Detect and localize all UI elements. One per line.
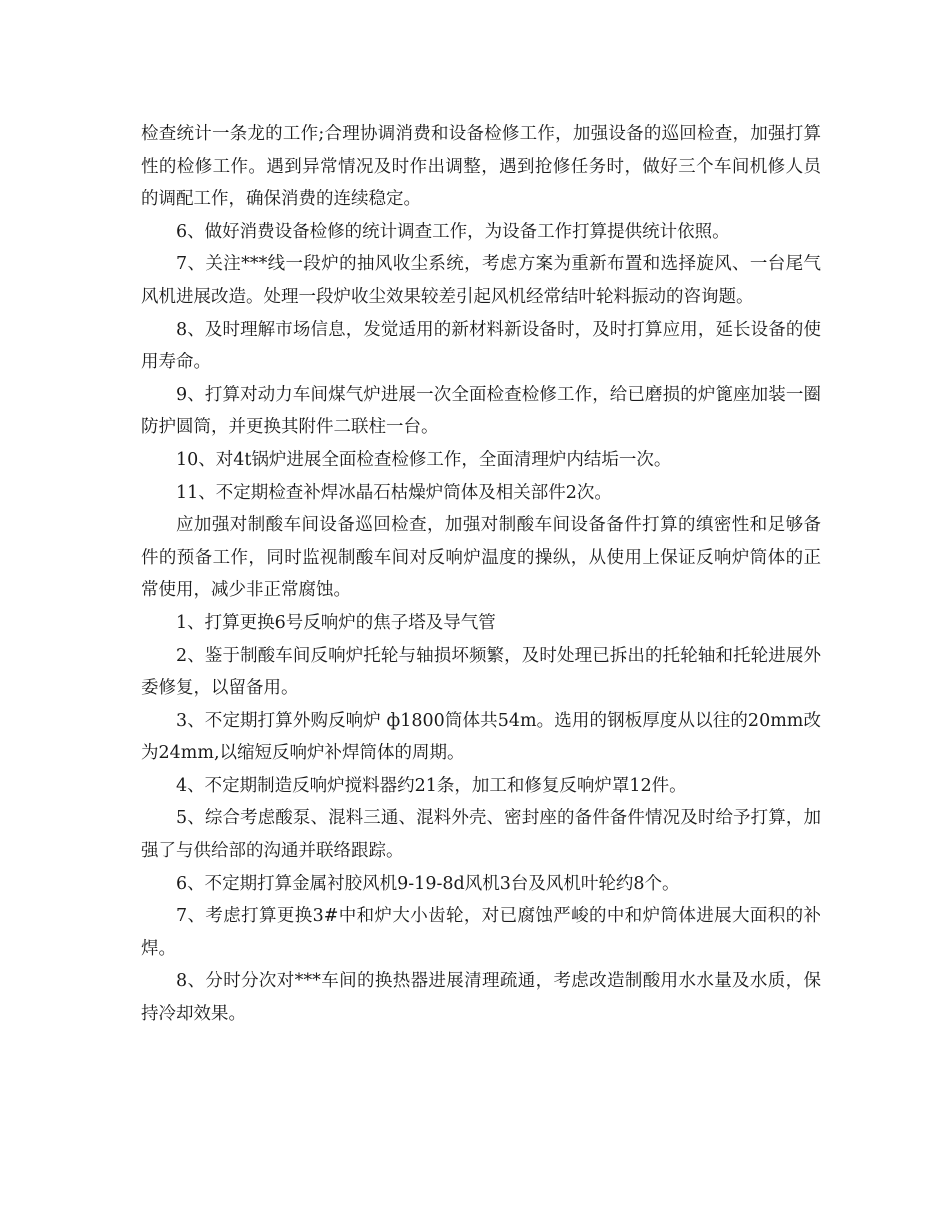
paragraph-1: 检查统计一条龙的工作;合理协调消费和设备检修工作，加强设备的巡回检查，加强打算性的检修工作。遇到异常情况及时作出调整，遇到抢修任务时，做好三个车间机修人员的调配工作，确保消费的连续稳定。 bbox=[141, 124, 821, 210]
paragraph-14: 6、不定期打算金属衬胶风机9-19-8d风机3台及风机叶轮约8个。 bbox=[176, 873, 680, 894]
paragraph-3: 7、关注***线一段炉的抽风收尘系统，考虑方案为重新布置和选择旋风、一台尾气风机进展改造。处理一段炉收尘效果较差引起风机经常结叶轮料振动的咨询题。 bbox=[141, 254, 821, 307]
paragraph-2: 6、做好消费设备检修的统计调查工作，为设备工作打算提供统计依照。 bbox=[176, 221, 730, 242]
paragraph-15: 7、考虑打算更换3#中和炉大小齿轮，对已腐蚀严峻的中和炉筒体进展大面积的补焊。 bbox=[141, 906, 821, 959]
paragraph-4: 8、及时理解市场信息，发觉适用的新材料新设备时，及时打算应用，延长设备的使用寿命。 bbox=[141, 319, 821, 373]
paragraph-7: 11、不定期检查补焊冰晶石枯燥炉筒体及相关部件2次。 bbox=[176, 482, 612, 503]
paragraph-6: 10、对4t锅炉进展全面检查检修工作，全面清理炉内结垢一次。 bbox=[176, 449, 672, 470]
paragraph-13: 5、综合考虑酸泵、混料三通、混料外壳、密封座的备件备件情况及时给予打算，加强了与供给部的沟通并联络跟踪。 bbox=[141, 808, 821, 862]
paragraph-9: 1、打算更换6号反响炉的焦子塔及导气管 bbox=[176, 612, 496, 633]
paragraph-11: 3、不定期打算外购反响炉 ф1800筒体共54m。选用的钢板厚度从以往的20mm改为24mm,以缩短反响炉补焊筒体的周期。 bbox=[141, 710, 821, 764]
paragraph-8: 应加强对制酸车间设备巡回检查，加强对制酸车间设备备件打算的缜密性和足够备件的预备工作，同时监视制酸车间对反响炉温度的操纵，从使用上保证反响炉筒体的正常使用，减少非正常腐蚀。 bbox=[141, 515, 821, 601]
paragraph-10: 2、鉴于制酸车间反响炉托轮与轴损坏频繁，及时处理已拆出的托轮轴和托轮进展外委修复，以留备用。 bbox=[141, 645, 821, 699]
paragraph-12: 4、不定期制造反响炉搅料器约21条，加工和修复反响炉罩12件。 bbox=[176, 775, 687, 796]
document-page bbox=[141, 118, 821, 1031]
paragraph-5: 9、打算对动力车间煤气炉进展一次全面检查检修工作，给已磨损的炉篦座加装一圈防护圆筒，并更换其附件二联柱一台。 bbox=[141, 384, 821, 438]
paragraph-16: 8、分时分次对***车间的换热器进展清理疏通，考虑改造制酸用水水量及水质，保持冷却效果。 bbox=[141, 971, 821, 1025]
